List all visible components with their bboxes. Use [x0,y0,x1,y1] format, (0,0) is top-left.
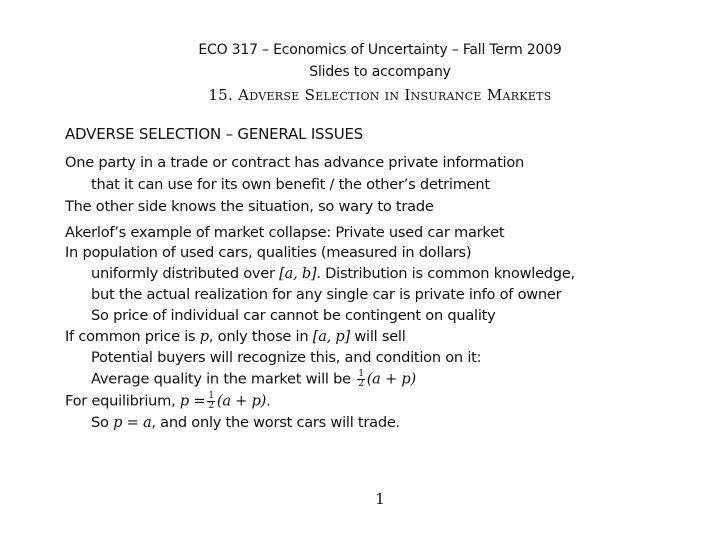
p-equals-a: p = a [113,414,152,431]
body-line-2: that it can use for its own benefit / the other’s detriment [91,176,490,193]
body-line-1: One party in a trade or contract has advance private information [65,154,525,171]
price-p: p [199,328,209,345]
fraction-denominator: 2 [358,379,364,389]
body-line-13-text: So [91,414,114,431]
average-quality-expr: (a + p) [366,370,416,388]
interval-a-p: [a, p] [312,328,350,345]
equilibrium-rhs: (a + p) [216,392,267,410]
body-line-9-text: If common price is [65,328,200,345]
fraction-numerator-2: 1 [208,391,214,401]
body-line-8: So price of individual car cannot be contingent on quality [91,307,496,324]
fraction-denominator-2: 2 [208,401,214,411]
body-line-3: The other side knows the situation, so wary to trade [65,198,434,215]
body-line-6-rest: . Distribution is common knowledge, [316,265,575,282]
fraction-one-half-2 [207,392,214,411]
body-line-6 [91,265,575,282]
body-line-9 [65,328,406,345]
interval-a-b: [a, b] [279,265,317,282]
body-line-6-text: uniformly distributed over [91,265,280,282]
fraction-numerator: 1 [358,369,364,379]
body-line-12-rest: . [266,392,271,410]
body-line-9-rest: will sell [349,328,406,345]
page-number: 1 [375,490,385,508]
slide-subtitle: Slides to accompany [309,64,451,80]
body-line-11 [91,370,416,389]
body-line-13-rest: , and only the worst cars will trade. [151,414,400,431]
body-line-5: In population of used cars, qualities (measured in dollars) [65,244,472,261]
body-line-11-text: Average quality in the market will be [91,370,356,388]
equilibrium-lhs: p = [179,392,206,410]
body-line-4: Akerlof’s example of market collapse: Private used car market [65,224,505,241]
body-line-13 [91,414,400,431]
body-line-10: Potential buyers will recognize this, and condition on it: [91,349,482,366]
body-line-9-mid: , only those in [208,328,313,345]
lecture-title: 15. Adverse Selection in Insurance Markets [208,86,552,104]
body-line-12 [65,392,270,411]
section-heading: ADVERSE SELECTION – GENERAL ISSUES [65,125,364,143]
course-title: ECO 317 – Economics of Uncertainty – Fall Term 2009 [198,42,562,58]
body-line-7: but the actual realization for any single car is private info of owner [91,286,562,303]
body-line-12-text: For equilibrium, [65,392,180,410]
fraction-one-half [357,370,364,389]
